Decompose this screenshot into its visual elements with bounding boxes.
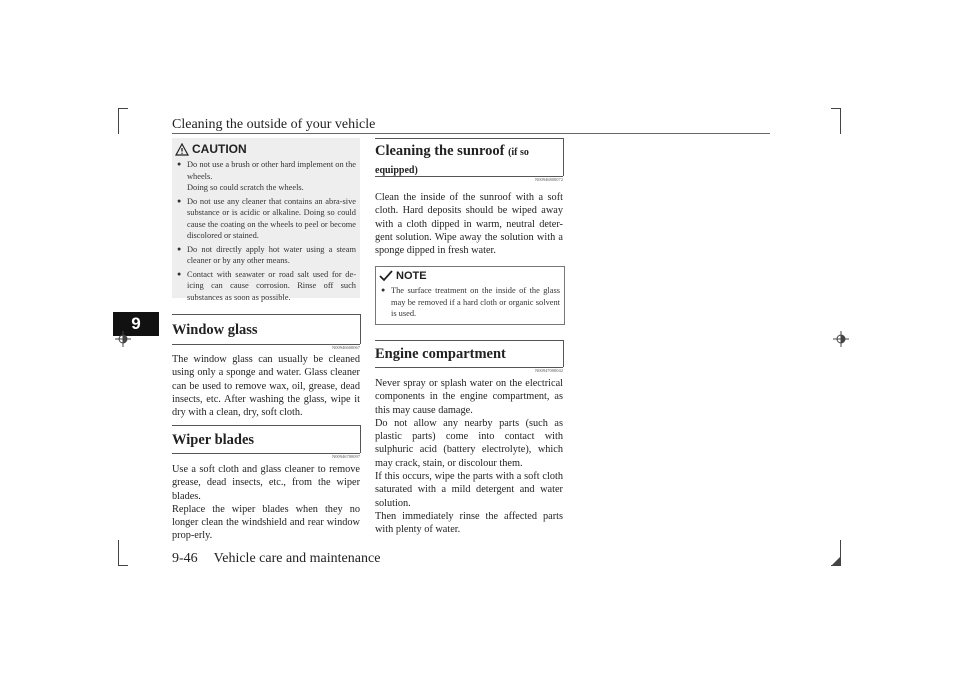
note-item: ● The surface treatment on the inside of the glass may be removed if a hard cloth or organic solvent is used. xyxy=(381,285,560,320)
note-label: NOTE xyxy=(396,270,427,282)
sunroof-heading-line2: equipped) xyxy=(375,165,418,176)
sunroof-rule-top xyxy=(375,138,563,139)
note-header xyxy=(376,267,564,282)
crop-mark-top-right-v xyxy=(840,108,841,134)
window-glass-rule-side xyxy=(360,314,361,344)
corner-triangle-icon xyxy=(830,555,842,567)
wiper-blades-text: Use a soft cloth and glass cleaner to remove grease, dead insects, etc., from the wiper blades. Replace the wiper blades when they no longer clean the windshield and rear window prop-erly. xyxy=(172,464,360,542)
registration-mark-left-icon xyxy=(115,331,131,347)
registration-mark-right-icon xyxy=(833,331,849,347)
header-rule xyxy=(172,133,770,134)
sunroof-heading xyxy=(375,143,555,179)
caution-list xyxy=(172,159,360,303)
note-box xyxy=(375,266,565,325)
window-glass-code: N00946600067 xyxy=(332,345,360,350)
sunroof-text: Clean the inside of the sunroof with a soft cloth. Hard deposits should be wiped away with a cloth dipped in warm, neutral deter-gent solution. Wipe away the solution with a sponge dipped in fresh water. xyxy=(375,192,563,257)
crop-mark-bottom-left-v xyxy=(118,540,119,566)
wiper-blades-rule-top xyxy=(172,425,360,426)
note-check-icon xyxy=(379,270,393,282)
caution-label: CAUTION xyxy=(192,142,247,156)
wiper-blades-code: N00946700097 xyxy=(332,454,360,459)
footer-section-name: Vehicle care and maintenance xyxy=(213,551,381,566)
wiper-blades-heading: Wiper blades xyxy=(172,432,255,448)
window-glass-heading: Window glass xyxy=(172,322,258,338)
engine-heading: Engine compartment xyxy=(375,346,506,362)
note-list xyxy=(376,285,564,320)
sunroof-rule-side xyxy=(563,138,564,176)
crop-mark-bottom-left-h xyxy=(118,565,128,566)
sunroof-heading-title: Cleaning the sunroof xyxy=(375,143,505,159)
caution-item: ● Do not directly apply hot water using a steam cleaner or by any other means. xyxy=(177,244,356,267)
sunroof-code: N00946800072 xyxy=(535,177,563,182)
page-header-title: Cleaning the outside of your vehicle xyxy=(172,117,376,132)
page-footer xyxy=(172,551,380,567)
engine-rule-top xyxy=(375,340,563,341)
caution-header xyxy=(172,138,360,156)
sunroof-heading-suffix: (if so xyxy=(508,147,529,158)
window-glass-text: The window glass can usually be cleaned using only a sponge and water. Glass cleaner can be used to remove wax, oil, grease, dead insects, etc. After washing the glass, wipe it dry with a clean, dry, soft cloth. xyxy=(172,354,360,419)
engine-text: Never spray or splash water on the electrical components in the engine compartment, as this may cause damage. Do not allow any nearby parts (such as plastic parts) come into contact with sulphuric acid (battery electrolyte), which may crack, stain, or discolour them. If this occurs, wipe the parts with a soft cloth saturated with a mild detergent and water solution. Then immediately rinse the affected parts with plenty of water. xyxy=(375,378,563,536)
engine-code: N00947000042 xyxy=(535,368,563,373)
chapter-tab: 9 xyxy=(113,312,159,336)
warning-triangle-icon xyxy=(175,143,189,156)
window-glass-rule-top xyxy=(172,314,360,315)
crop-mark-top-left-v xyxy=(118,108,119,134)
caution-box xyxy=(172,138,360,302)
page-number: 9-46 xyxy=(172,551,198,566)
engine-rule-side xyxy=(563,340,564,367)
crop-mark-top-left-h xyxy=(118,108,128,109)
wiper-blades-rule-side xyxy=(360,425,361,453)
crop-mark-top-right-h xyxy=(831,108,841,109)
caution-item: ● Do not use a brush or other hard implement on the wheels. Doing so could scratch the wheels. xyxy=(177,159,356,194)
caution-item: ● Contact with seawater or road salt used for de-icing can cause corrosion. Rinse off such substances as soon as possible. xyxy=(177,269,356,304)
caution-item: ● Do not use any cleaner that contains an abra-sive substance or is acidic or alkaline. Doing so could cause the coating on the wheels to peel or become discolored or stained. xyxy=(177,196,356,242)
